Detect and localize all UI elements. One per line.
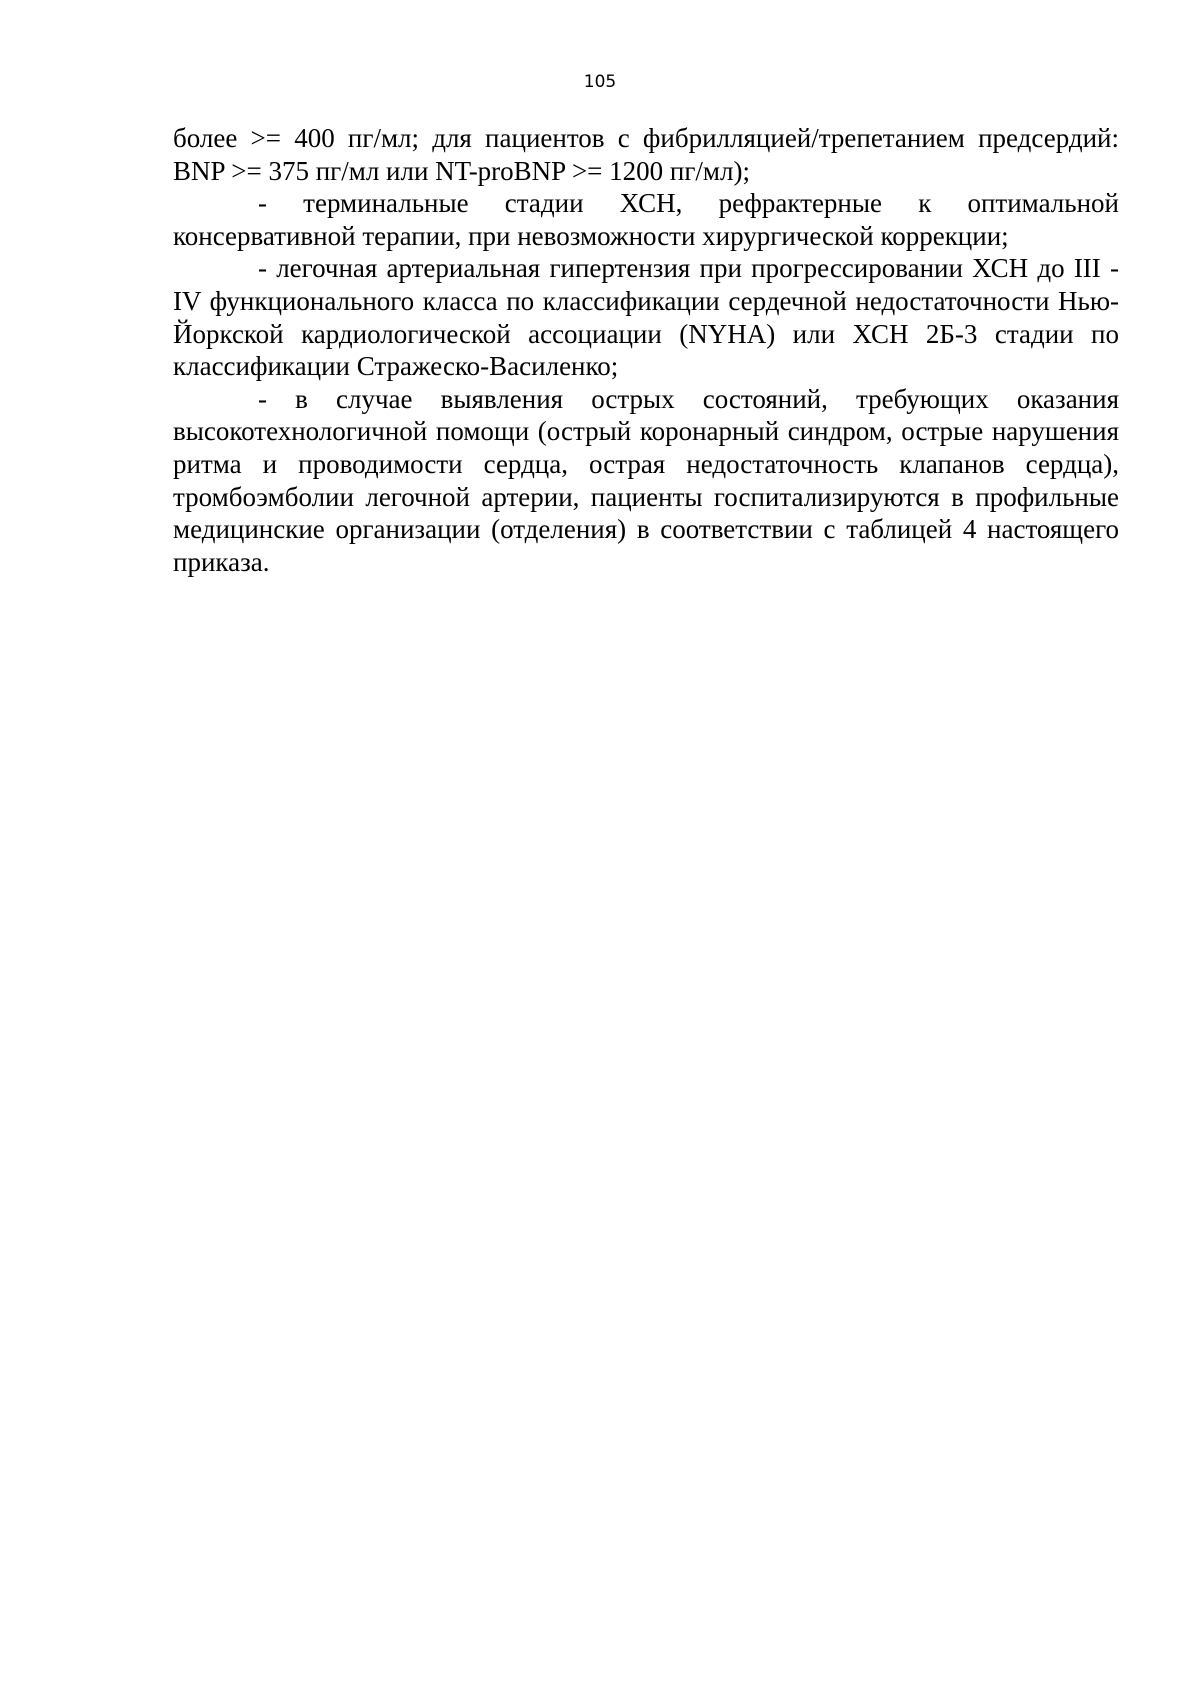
paragraph-terminal-stages: - терминальные стадии ХСН, рефрактерные к оптимальной консервативной терапии, при невозможности хирургической коррекции; <box>173 188 1119 251</box>
paragraph-acute-conditions: - в случае выявления острых состояний, требующих оказания высокотехнологичной помощи (острый коронарный синдром, острые нарушения ритма и проводимости сердца, острая недостаточность клапанов сердца), тромбоэмболии легочной артерии, пациенты госпитализируются в профильные медицинские организации (отделения) в соответствии с таблицей 4 настоящего приказа. <box>173 383 1119 577</box>
document-body <box>173 122 1119 578</box>
paragraph-pulmonary-hypertension: - легочная артериальная гипертензия при прогрессировании ХСН до III - IV функционального класса по классификации сердечной недостаточности Нью-Йоркской кардиологической ассоциации (NYHA) или ХСН 2Б-3 стадии по классификации Стражеско-Василенко; <box>173 253 1119 382</box>
page-number: 105 <box>583 72 617 92</box>
paragraph-continuation: более >= 400 пг/мл; для пациентов с фибрилляцией/трепетанием предсердий: BNP >= 375 пг/мл или NT-proBNP >= 1200 пг/мл); <box>173 123 1119 186</box>
